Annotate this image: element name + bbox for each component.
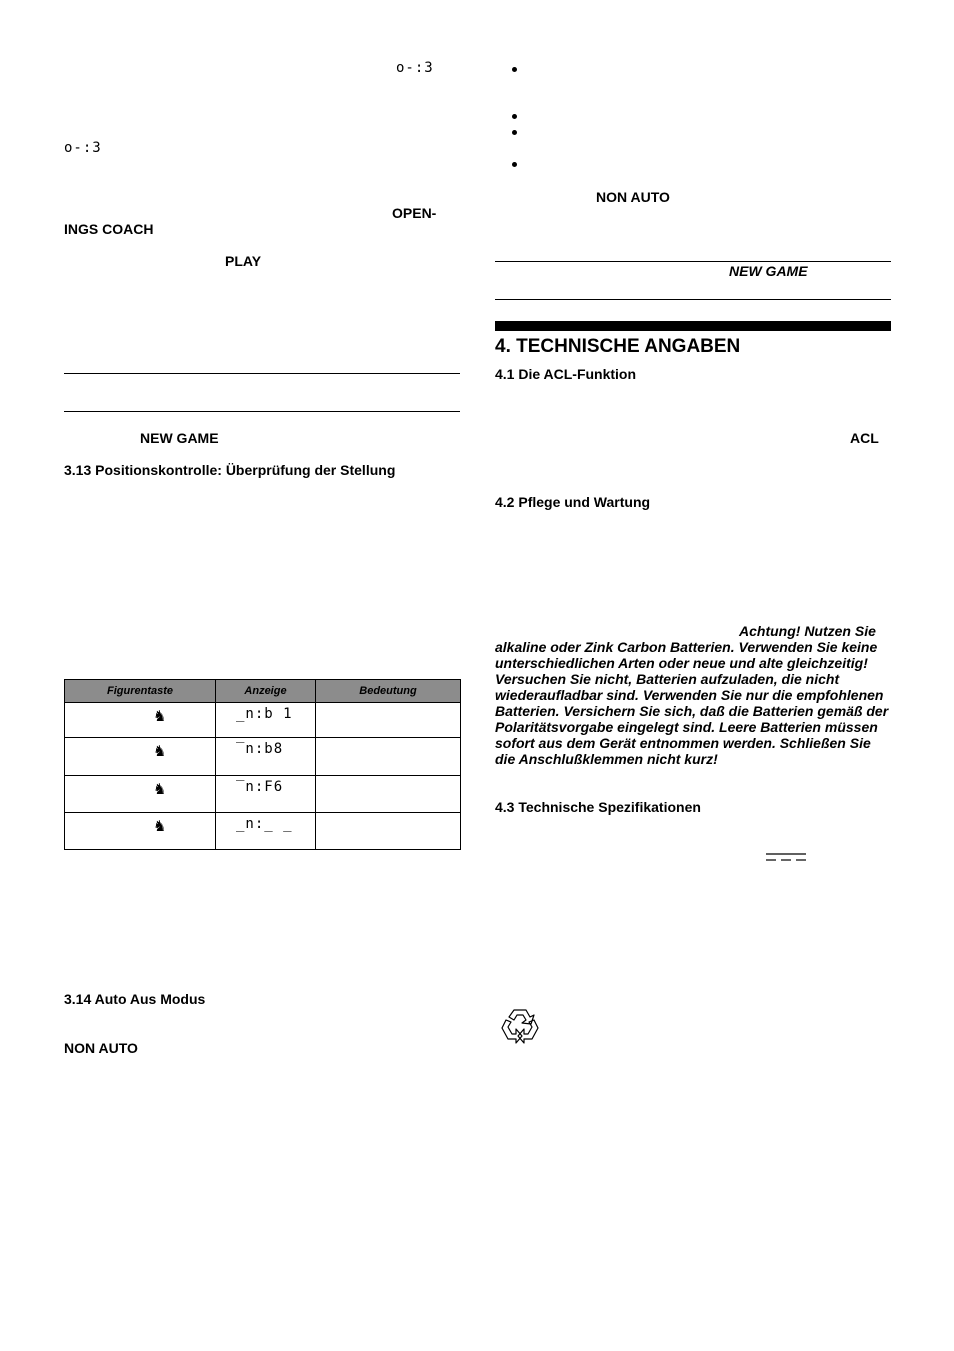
bullet-point <box>512 130 517 135</box>
section-heading-4-1: 4.1 Die ACL-Funktion <box>495 366 637 382</box>
display-cell <box>216 813 316 850</box>
figure-key-cell <box>65 703 216 738</box>
table-row <box>65 776 461 813</box>
chapter-bar <box>495 321 891 331</box>
knight-icon: ♞ <box>153 743 167 760</box>
new-game-label-right: NEW GAME <box>729 263 808 279</box>
figure-key-cell <box>65 776 216 813</box>
bullet-point <box>512 67 517 72</box>
lcd-display-top: o-:3 <box>396 60 434 76</box>
section-number: 4.3 <box>495 799 515 815</box>
chapter-heading <box>495 336 740 358</box>
divider-left-2 <box>64 411 460 412</box>
openings-coach-label-part1: OPEN- <box>392 205 437 221</box>
figure-key-cell <box>65 813 216 850</box>
warning-lead-text: Achtung! Nutzen Sie <box>739 623 876 639</box>
table-row <box>65 703 461 738</box>
display-cell <box>216 703 316 738</box>
divider-left-1 <box>64 373 460 374</box>
divider-right-2 <box>495 299 891 300</box>
play-label: PLAY <box>225 253 262 269</box>
knight-icon: ♞ <box>153 708 167 725</box>
knight-icon: ♞ <box>153 818 167 835</box>
table-row <box>65 813 461 850</box>
non-auto-label-left: NON AUTO <box>64 1040 138 1056</box>
section-heading-4-2: 4.2 Pflege und Wartung <box>495 494 651 510</box>
header-bedeutung: Bedeutung <box>316 680 461 703</box>
header-anzeige: Anzeige <box>216 680 316 703</box>
meaning-cell <box>316 776 461 813</box>
header-figurentaste: Figurentaste <box>65 680 216 703</box>
meaning-cell <box>316 813 461 850</box>
section-heading-3-13: 3.13 Positionskontrolle: Überprüfung der Stellung <box>64 462 396 478</box>
section-heading-4-3 <box>495 799 701 815</box>
battery-warning-paragraph: alkaline oder Zink Carbon Batterien. Verwenden Sie keine unterschiedlichen Arten oder neue und alte gleichzeitig! Versuchen Sie nicht, Batterien aufzuladen, die nicht wiederaufladbar sind. Verwenden Sie nur die empfohlenen Batterien. Versichern Sie sich, daß die Batterien gemäß der Polaritätsvorgabe eingelegt sind. Leere Batterien müssen sofort aus dem Gerät entnommen werden. Schließen Sie die Anschlußklemmen nicht kurz! <box>495 639 889 767</box>
meaning-cell <box>316 703 461 738</box>
section-heading-3-14: 3.14 Auto Aus Modus <box>64 991 206 1007</box>
openings-coach-label-part2: INGS COACH <box>64 221 154 237</box>
meaning-cell <box>316 738 461 776</box>
bullet-point <box>512 162 517 167</box>
divider-right-1 <box>495 261 891 262</box>
lcd-display-second: o-:3 <box>64 140 102 156</box>
recycling-icon <box>497 1006 543 1048</box>
table-row <box>65 738 461 776</box>
lcd-readout: _n:b 1 <box>236 706 293 722</box>
acl-label: ACL <box>850 430 879 446</box>
new-game-label-left: NEW GAME <box>140 430 219 446</box>
lcd-readout: ‾n:F6 <box>236 779 284 795</box>
table-header-row <box>65 680 461 703</box>
dc-current-icon <box>765 852 807 862</box>
lcd-readout: _n:_ _ <box>236 816 293 832</box>
knight-icon: ♞ <box>153 781 167 798</box>
lcd-readout: ‾n:b8 <box>236 741 284 757</box>
figure-key-cell <box>65 738 216 776</box>
display-cell <box>216 776 316 813</box>
chapter-number: 4. <box>495 336 511 357</box>
section-title: Technische Spezifikationen <box>518 799 701 815</box>
figure-key-table <box>64 679 461 850</box>
non-auto-label-right: NON AUTO <box>596 189 670 205</box>
display-cell <box>216 738 316 776</box>
bullet-point <box>512 114 517 119</box>
chapter-title: TECHNISCHE ANGABEN <box>516 336 741 357</box>
